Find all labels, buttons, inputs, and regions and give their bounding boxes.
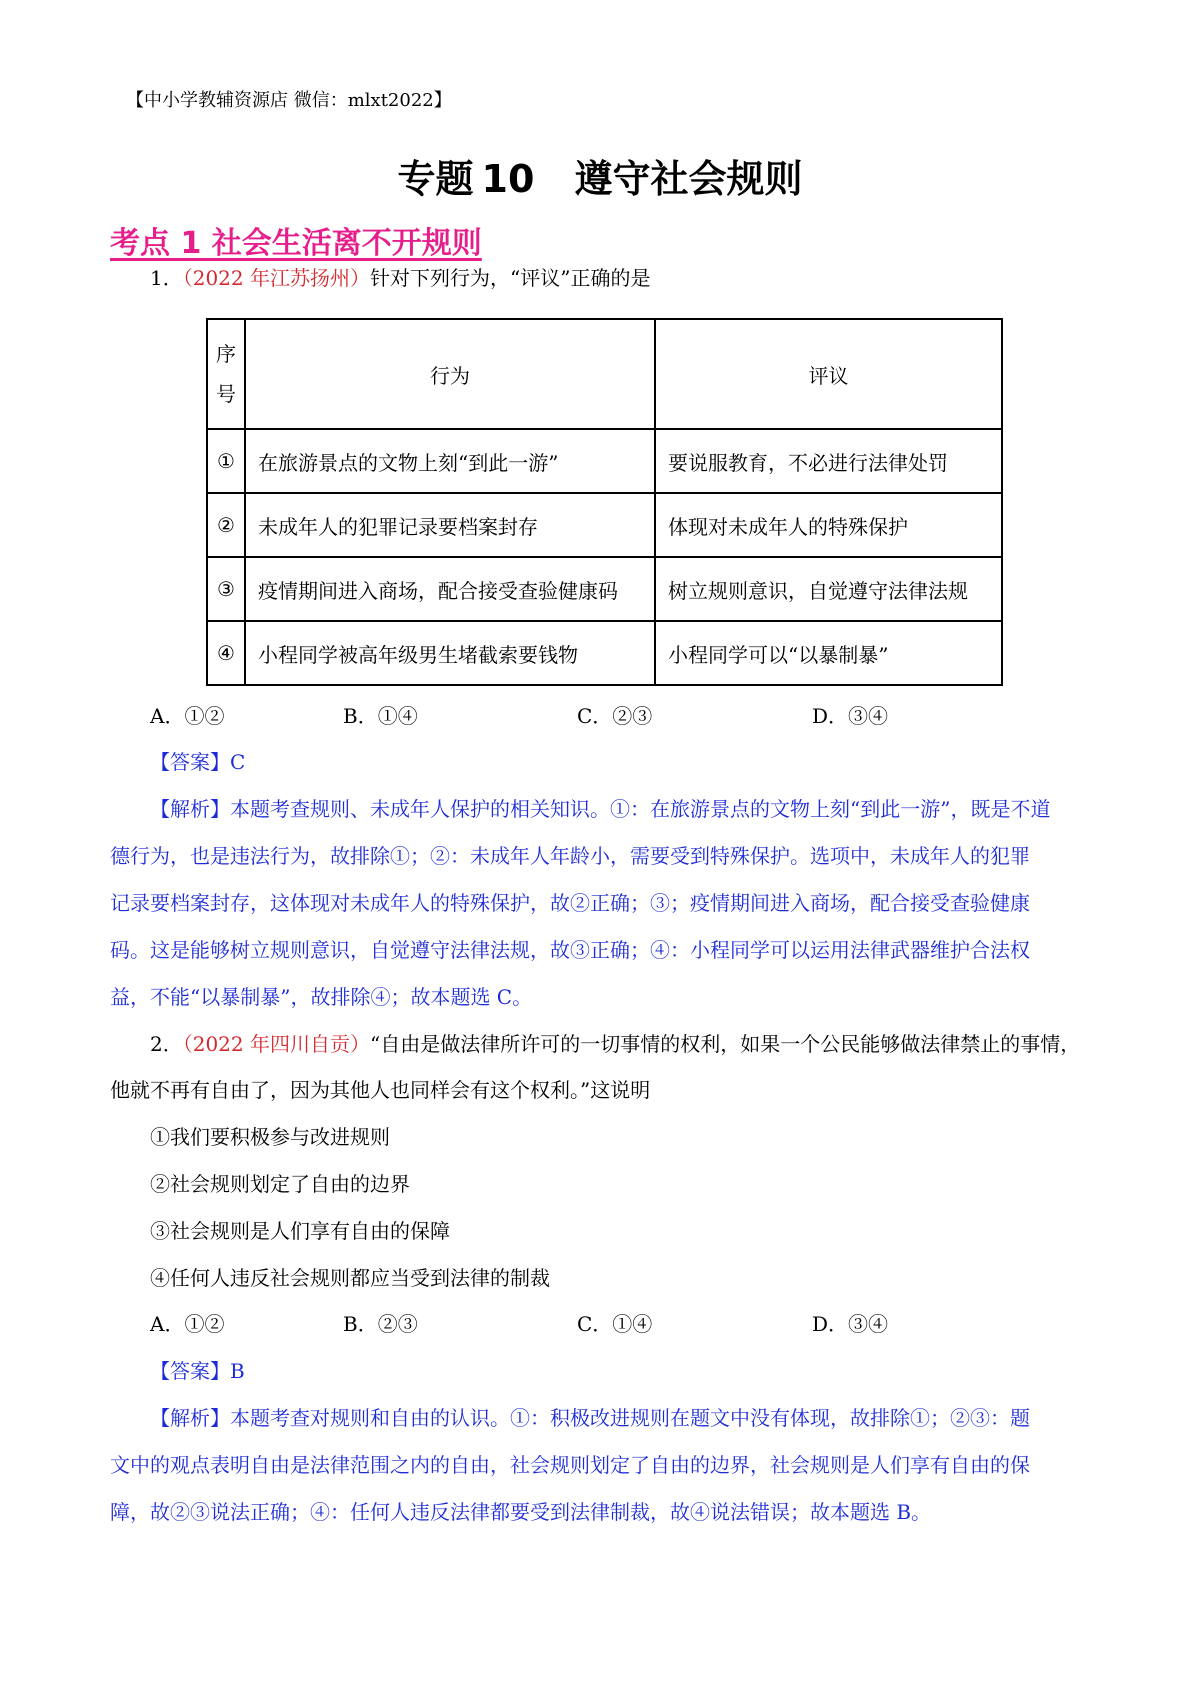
table-row [207,429,1002,493]
table-header-action: 行为 [245,319,655,429]
row-action: 未成年人的犯罪记录要档案封存 [245,493,655,557]
table-row [207,493,1002,557]
q1-stem [150,262,650,291]
q2-statement: ②社会规则划定了自由的边界 [150,1172,410,1196]
title-number: 10 [481,157,535,201]
table-header-comment: 评议 [655,319,1002,429]
q2-number: 2． [150,1032,183,1056]
q2-analysis-label: 【解析】 [150,1406,230,1430]
q2-analysis-line: 【解析】本题考查对规则和自由的认识。①：积极改进规则在题文中没有体现，故排除①；②③：题 [150,1406,1030,1430]
q1-analysis-line: 【解析】本题考查规则、未成年人保护的相关知识。①：在旅游景点的文物上刻“到此一游”，既是不道 [150,797,1051,821]
row-action: 在旅游景点的文物上刻“到此一游” [245,429,655,493]
q2-statement: ①我们要积极参与改进规则 [150,1125,390,1149]
q1-answer-value: C [230,750,246,774]
q2-option-a: A．①② [150,1312,225,1336]
q2-answer [150,1355,245,1384]
q1-option-d: D．③④ [812,704,889,728]
row-comment: 树立规则意识，自觉遵守法律法规 [655,557,1002,621]
q1-answer [150,746,245,775]
title-text: 遵守社会规则 [574,157,803,201]
header-watermark: 【中小学教辅资源店 微信：mlxt2022】 [126,90,452,111]
row-index: ④ [207,621,245,685]
row-comment: 要说服教育，不必进行法律处罚 [655,429,1002,493]
q1-analysis-line: 益，不能“以暴制暴”，故排除④；故本题选 C。 [110,985,533,1009]
q1-analysis-line: 码。这是能够树立规则意识，自觉遵守法律法规，故③正确；④：小程同学可以运用法律武器维护合法权 [110,938,1030,962]
q2-answer-value: B [230,1359,245,1383]
row-index: ② [207,493,245,557]
table-row [207,621,1002,685]
table-header-seq: 序 号 [207,319,245,429]
q1-analysis-line: 德行为，也是违法行为，故排除①；②：未成年人年龄小，需要受到特殊保护。选项中，未成年人的犯罪 [110,844,1030,868]
q1-stem-text: 针对下列行为，“评议”正确的是 [370,266,651,290]
q2-analysis-line: 障，故②③说法正确；④：任何人违反法律都要受到法律制裁，故④说法错误；故本题选 B。 [110,1500,932,1524]
page-title [0,148,1200,203]
table-header-row [207,319,1002,429]
q2-option-b: B．②③ [343,1312,418,1336]
q2-source: （2022 年四川自贡） [182,1032,370,1056]
q1-option-c: C．②③ [577,704,653,728]
q1-analysis-label: 【解析】 [150,797,230,821]
q2-answer-label: 【答案】 [150,1359,230,1383]
row-index: ① [207,429,245,493]
q2-statement: ③社会规则是人们享有自由的保障 [150,1219,450,1243]
row-action: 小程同学被高年级男生堵截索要钱物 [245,621,655,685]
row-comment: 小程同学可以“以暴制暴” [655,621,1002,685]
q2-option-c: C．①④ [577,1312,653,1336]
table-row [207,557,1002,621]
row-comment: 体现对未成年人的特殊保护 [655,493,1002,557]
section-heading: 考点 1 社会生活离不开规则 [110,226,482,261]
row-index: ③ [207,557,245,621]
q2-statement: ④任何人违反社会规则都应当受到法律的制裁 [150,1266,550,1290]
title-prefix: 专题 [397,157,474,201]
q2-stem-line: 他就不再有自由了，因为其他人也同样会有这个权利。”这说明 [110,1078,651,1102]
q1-answer-label: 【答案】 [150,750,230,774]
q1-option-a: A．①② [150,704,225,728]
q2-stem: 2．（2022 年四川自贡）“自由是做法律所许可的一切事情的权利，如果一个公民能够做法律禁止的事情， [150,1032,1081,1056]
q2-option-d: D．③④ [812,1312,889,1336]
q1-source: （2022 年江苏扬州） [182,266,370,290]
q2-analysis-line: 文中的观点表明自由是法律范围之内的自由，社会规则划定了自由的边界，社会规则是人们享有自由的保 [110,1453,1030,1477]
q1-option-b: B．①④ [343,704,418,728]
row-action: 疫情期间进入商场，配合接受查验健康码 [245,557,655,621]
q1-table [206,318,1003,686]
q1-number: 1． [150,266,183,290]
q1-analysis-line: 记录要档案封存，这体现对未成年人的特殊保护，故②正确；③；疫情期间进入商场，配合接受查验健康 [110,891,1030,915]
